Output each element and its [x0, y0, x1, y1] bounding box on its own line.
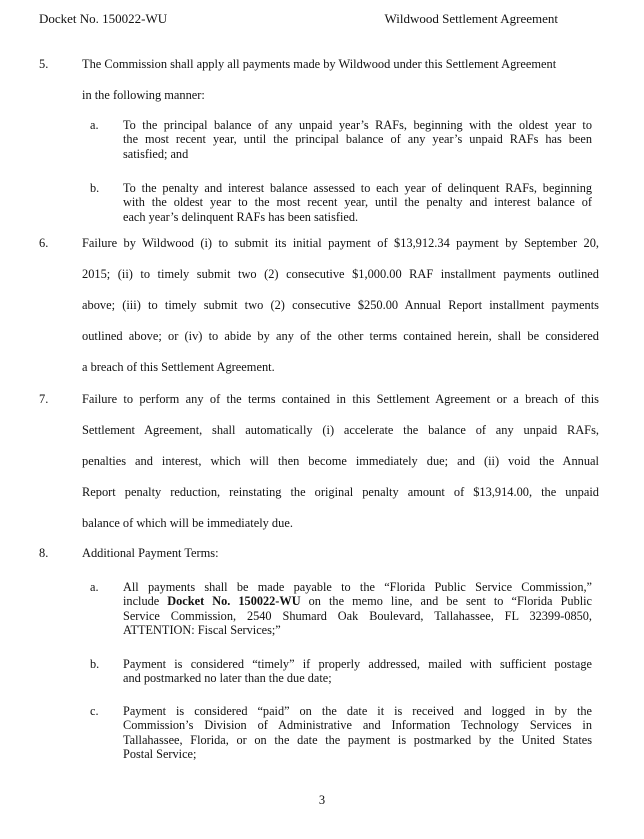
- paragraph-number: 6.: [39, 236, 49, 250]
- paragraph-line: outlined above; or (iv) to abide by any of the other terms contained herein, shall be considered: [82, 329, 599, 343]
- subparagraph-line: [123, 594, 592, 608]
- subparagraph-line: Service Commission, 2540 Shumard Oak Boulevard, Tallahassee, FL 32399-0850,: [123, 608, 592, 623]
- subparagraph-line: with the oldest year to the most recent year, until the penalty and interest balance of: [123, 195, 592, 210]
- paragraph-line: Failure by Wildwood (i) to submit its initial payment of $13,912.34 payment by September 20,: [82, 236, 599, 250]
- subparagraph-line: Payment is considered “timely” if properly addressed, mailed with sufficient postage: [123, 657, 592, 671]
- paragraph-heading: Additional Payment Terms:: [82, 546, 219, 560]
- page-number: 3: [318, 793, 326, 807]
- paragraph-number: 7.: [39, 392, 49, 406]
- subparagraph-letter: a.: [90, 580, 99, 594]
- paragraph-number: 8.: [39, 546, 49, 560]
- document-title: Wildwood Settlement Agreement: [384, 11, 558, 26]
- subparagraph-line: To the penalty and interest balance assessed to each year of delinquent RAFs, beginning: [123, 181, 592, 195]
- paragraph-number: 5.: [39, 57, 49, 71]
- subparagraph-letter: c.: [90, 704, 99, 718]
- subparagraph-line: All payments shall be made payable to the “Florida Public Service Commission,”: [123, 580, 592, 594]
- subparagraph-line: and postmarked no later than the due date;: [123, 671, 332, 686]
- paragraph-line: Report penalty reduction, reinstating the original penalty amount of $13,914.00, the unpaid: [82, 485, 599, 499]
- subparagraph-line: To the principal balance of any unpaid year’s RAFs, beginning with the oldest year to: [123, 118, 592, 132]
- subparagraph-line: Payment is considered “paid” on the date it is received and logged in by the: [123, 704, 592, 718]
- subparagraph-letter: a.: [90, 118, 99, 132]
- paragraph-line: penalties and interest, which will then become immediately due; and (ii) void the Annual: [82, 454, 599, 468]
- subparagraph-line: Commission’s Division of Administrative and Information Technology Services in: [123, 718, 592, 733]
- subparagraph-line: Postal Service;: [123, 747, 197, 762]
- paragraph-line: balance of which will be immediately due.: [82, 516, 293, 530]
- subparagraph-text: on the memo line, and be sent to “Florida Public: [300, 594, 593, 609]
- paragraph-line: Failure to perform any of the terms contained in this Settlement Agreement or a breach of this: [82, 392, 599, 406]
- paragraph-line: The Commission shall apply all payments made by Wildwood under this Settlement Agreement: [82, 57, 557, 71]
- paragraph-line: a breach of this Settlement Agreement.: [82, 360, 275, 374]
- subparagraph-letter: b.: [90, 657, 100, 671]
- docket-number: Docket No. 150022-WU: [39, 11, 168, 26]
- subparagraph-letter: b.: [90, 181, 100, 195]
- paragraph-line: in the following manner:: [82, 88, 205, 102]
- subparagraph-line: each year’s delinquent RAFs has been satisfied.: [123, 209, 359, 224]
- subparagraph-text: include: [123, 594, 168, 609]
- paragraph-line: above; (iii) to timely submit two (2) consecutive $250.00 Annual Report installment payments: [82, 298, 599, 312]
- subparagraph-line: ATTENTION: Fiscal Services;”: [123, 623, 281, 638]
- subparagraph-line: satisfied; and: [123, 146, 189, 161]
- paragraph-line: 2015; (ii) to timely submit two (2) consecutive $1,000.00 RAF installment payments outlined: [82, 267, 599, 281]
- paragraph-line: Settlement Agreement, shall automatically (i) accelerate the balance of any unpaid RAFs,: [82, 423, 599, 437]
- subparagraph-line: Tallahassee, Florida, or on the date the payment is postmarked by the United States: [123, 732, 592, 747]
- subparagraph-line: the most recent year, until the principal balance of any year’s unpaid RAFs has been: [123, 132, 592, 147]
- docket-reference: Docket No. 150022-WU: [167, 594, 301, 609]
